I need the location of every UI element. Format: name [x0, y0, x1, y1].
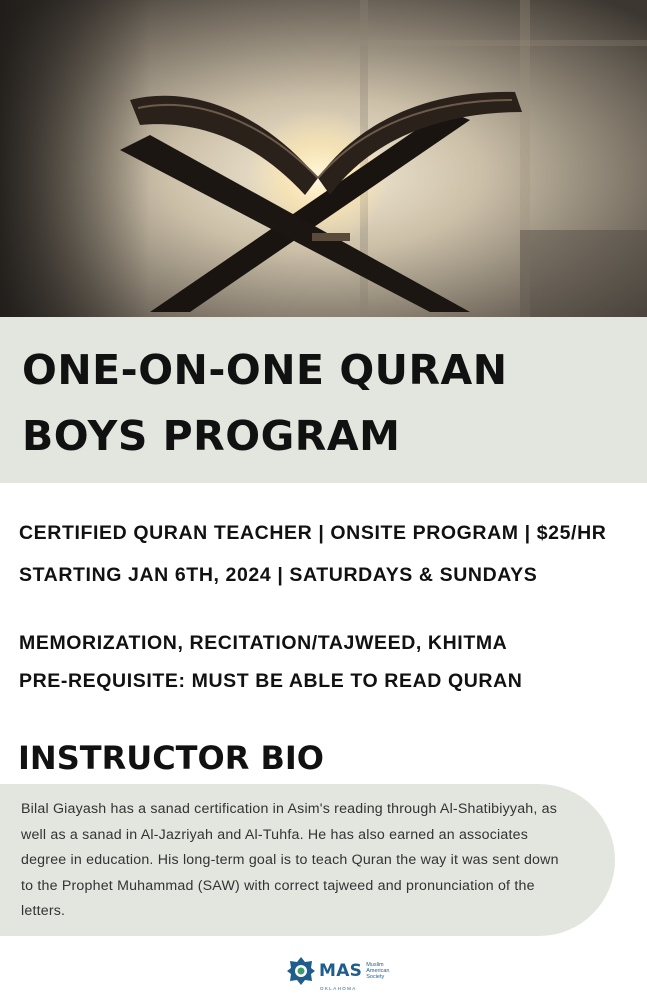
mas-side-text: Muslim American Society — [366, 962, 390, 980]
mas-sub-text: OKLAHOMA — [320, 986, 357, 991]
program-details-line2: STARTING JAN 6TH, 2024 | SATURDAYS & SUNDAYS — [19, 564, 538, 586]
program-prerequisite: PRE-REQUISITE: MUST BE ABLE TO READ QURAN — [19, 670, 523, 692]
mas-logo — [286, 955, 396, 987]
quran-on-stand-photo — [0, 0, 647, 317]
instructor-bio-text: Bilal Giayash has a sanad certification in Asim's reading through Al-Shatibiyyah, as well as a sanad in Al-Jazriyah and Al-Tuhfa. He has also earned an associates degree in education. His long-term goal is to teach Quran the way it was sent down to the Prophet Muhammad (SAW) with correct tajweed and pronunciation of the letters. — [21, 801, 559, 919]
program-topics: MEMORIZATION, RECITATION/TAJWEED, KHITMA — [19, 632, 508, 654]
program-title-line1: ONE-ON-ONE QURAN — [22, 346, 508, 394]
program-title-line2: BOYS PROGRAM — [22, 412, 401, 460]
hero-photo — [0, 0, 647, 317]
program-details-line1: CERTIFIED QURAN TEACHER | ONSITE PROGRAM | $25/HR — [19, 522, 607, 544]
instructor-bio-heading: INSTRUCTOR BIO — [18, 739, 324, 777]
mas-wordmark: MAS — [319, 961, 363, 981]
mas-emblem-icon — [286, 956, 316, 986]
